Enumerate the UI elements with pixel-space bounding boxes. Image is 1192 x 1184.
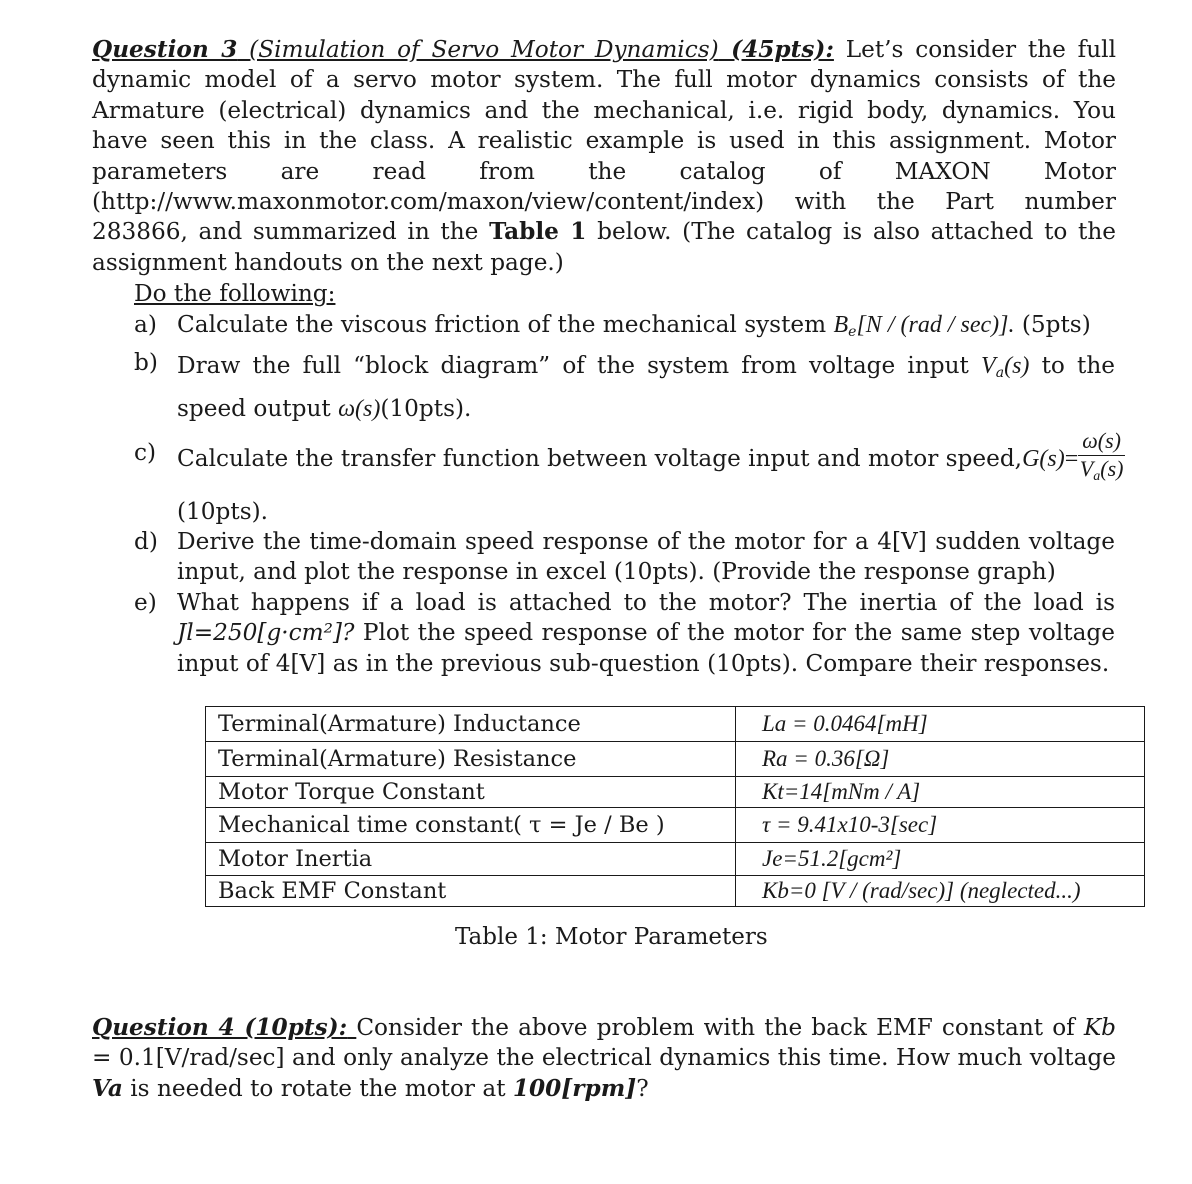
item-c-den-arg: (s)	[1100, 456, 1124, 481]
item-b-body-1: Draw the full “block diagram” of the system from voltage input	[177, 352, 982, 379]
item-a-math-unit: [N / (rad / sec)].	[856, 312, 1015, 338]
question-4	[92, 1013, 1116, 1104]
motor-parameters-table	[205, 706, 1145, 907]
item-c-equals: =	[1064, 445, 1079, 472]
item-d-label: d)	[134, 528, 158, 555]
question-4-text-2: = 0.1[V/rad/sec] and only analyze the electrical dynamics this time. How much voltage	[92, 1044, 1116, 1072]
table-row	[206, 777, 1145, 808]
question-4-kb: Kb	[1083, 1014, 1117, 1041]
table-param: Back EMF Constant	[206, 876, 736, 907]
item-e-label: e)	[134, 589, 157, 616]
table-row	[206, 808, 1145, 843]
item-a-label: a)	[134, 311, 157, 338]
item-c-text	[177, 428, 1124, 490]
table-caption: Table 1: Motor Parameters	[455, 924, 768, 950]
table-param: Mechanical time constant( τ = Je / Be )	[206, 808, 736, 843]
item-a-text	[177, 310, 1115, 347]
item-b-math-v: V	[981, 353, 996, 379]
table-value: Je=51.2[gcm²]	[736, 843, 1145, 876]
question-4-va: Va	[92, 1074, 123, 1102]
todo-title: Do the following:	[134, 280, 336, 307]
item-c-den-v: V	[1079, 456, 1094, 481]
item-e-body-2: Plot the speed response of the motor for the same step voltage input of 4[V] as in the previous sub-question (10pts). Compare their responses.	[177, 619, 1115, 677]
table-reference: Table 1	[489, 218, 587, 246]
item-c-denominator	[1078, 456, 1125, 490]
item-d-text: Derive the time-domain speed response of the motor for a 4[V] sudden voltage input, and plot the response in excel (10pts). (Provide the response graph)	[177, 528, 1115, 586]
question-3-heading: Question 3	[92, 36, 238, 63]
question-3-intro	[92, 35, 1116, 278]
item-c-label: c)	[134, 439, 157, 466]
table-row	[206, 742, 1145, 777]
question-3-points: (45pts):	[718, 36, 834, 63]
item-b-text	[177, 348, 1115, 427]
item-c-body: Calculate the transfer function between voltage input and motor speed,	[177, 444, 1023, 472]
item-c-fraction	[1078, 428, 1125, 490]
table-value: Ra = 0.36[Ω]	[736, 742, 1145, 777]
item-a-body: Calculate the viscous friction of the mechanical system	[177, 311, 834, 338]
table-param: Terminal(Armature) Resistance	[206, 742, 736, 777]
table-param: Motor Inertia	[206, 843, 736, 876]
item-c-lhs: G(s)	[1022, 445, 1065, 472]
item-b-math-v-sub: a	[995, 365, 1005, 381]
item-b-math-v-arg: (s)	[1004, 353, 1030, 379]
item-a-math-sub: e	[848, 324, 857, 340]
table-value: La = 0.0464[mH]	[736, 707, 1145, 742]
question-4-text-4: ?	[636, 1074, 649, 1102]
table-value: τ = 9.41x10-3[sec]	[736, 808, 1145, 843]
table-param: Terminal(Armature) Inductance	[206, 707, 736, 742]
question-3-text-1: Let’s consider the full dynamic model of a servo motor system. The full motor dynamics consists of the Armature (electrical) dynamics and the mechanical, i.e. rigid body, dynamics. You have seen this in the class. A realistic example is used in this assignment. Motor parameters are read from the catalog of MAXON Motor (http://www.maxonmotor.com/maxon/view/content/index) with the Part number 283866, and summarized in the	[92, 36, 1117, 246]
item-e-text	[177, 588, 1115, 679]
question-4-text-1: Consider the above problem with the back EMF constant of	[356, 1014, 1084, 1041]
item-a-math-b: B	[833, 312, 849, 338]
question-4-speed: 100[rpm]	[512, 1074, 637, 1102]
table-value: Kt=14[mNm / A]	[736, 777, 1145, 808]
table-row	[206, 707, 1145, 742]
item-c-numerator: ω(s)	[1078, 428, 1125, 456]
question-4-text-3: is needed to rotate the motor at	[122, 1074, 513, 1102]
item-a-points: (5pts)	[1014, 311, 1091, 338]
table-row	[206, 876, 1145, 907]
item-e-load-inertia: Jl=250[g·cm²]?	[177, 619, 355, 647]
question-3-subject: (Simulation of Servo Motor Dynamics)	[237, 36, 719, 63]
item-c-den-sub: a	[1093, 469, 1101, 484]
item-b-label: b)	[134, 349, 158, 376]
item-b-math-w: ω(s)	[338, 396, 381, 422]
item-e-body-1: What happens if a load is attached to the motor? The inertia of the load is	[177, 589, 1115, 616]
table-value: Kb=0 [V / (rad/sec)] (neglected...)	[736, 876, 1145, 907]
table-param: Motor Torque Constant	[206, 777, 736, 808]
table-row	[206, 843, 1145, 876]
question-3-text-2: below. (The catalog is also attached to the assignment handouts on the next page.)	[92, 218, 1116, 276]
item-b-body-2: to the speed output	[177, 352, 1116, 422]
question-4-heading: Question 4 (10pts):	[92, 1014, 348, 1041]
item-c-points: (10pts).	[177, 498, 269, 525]
item-b-points: (10pts).	[380, 395, 472, 422]
